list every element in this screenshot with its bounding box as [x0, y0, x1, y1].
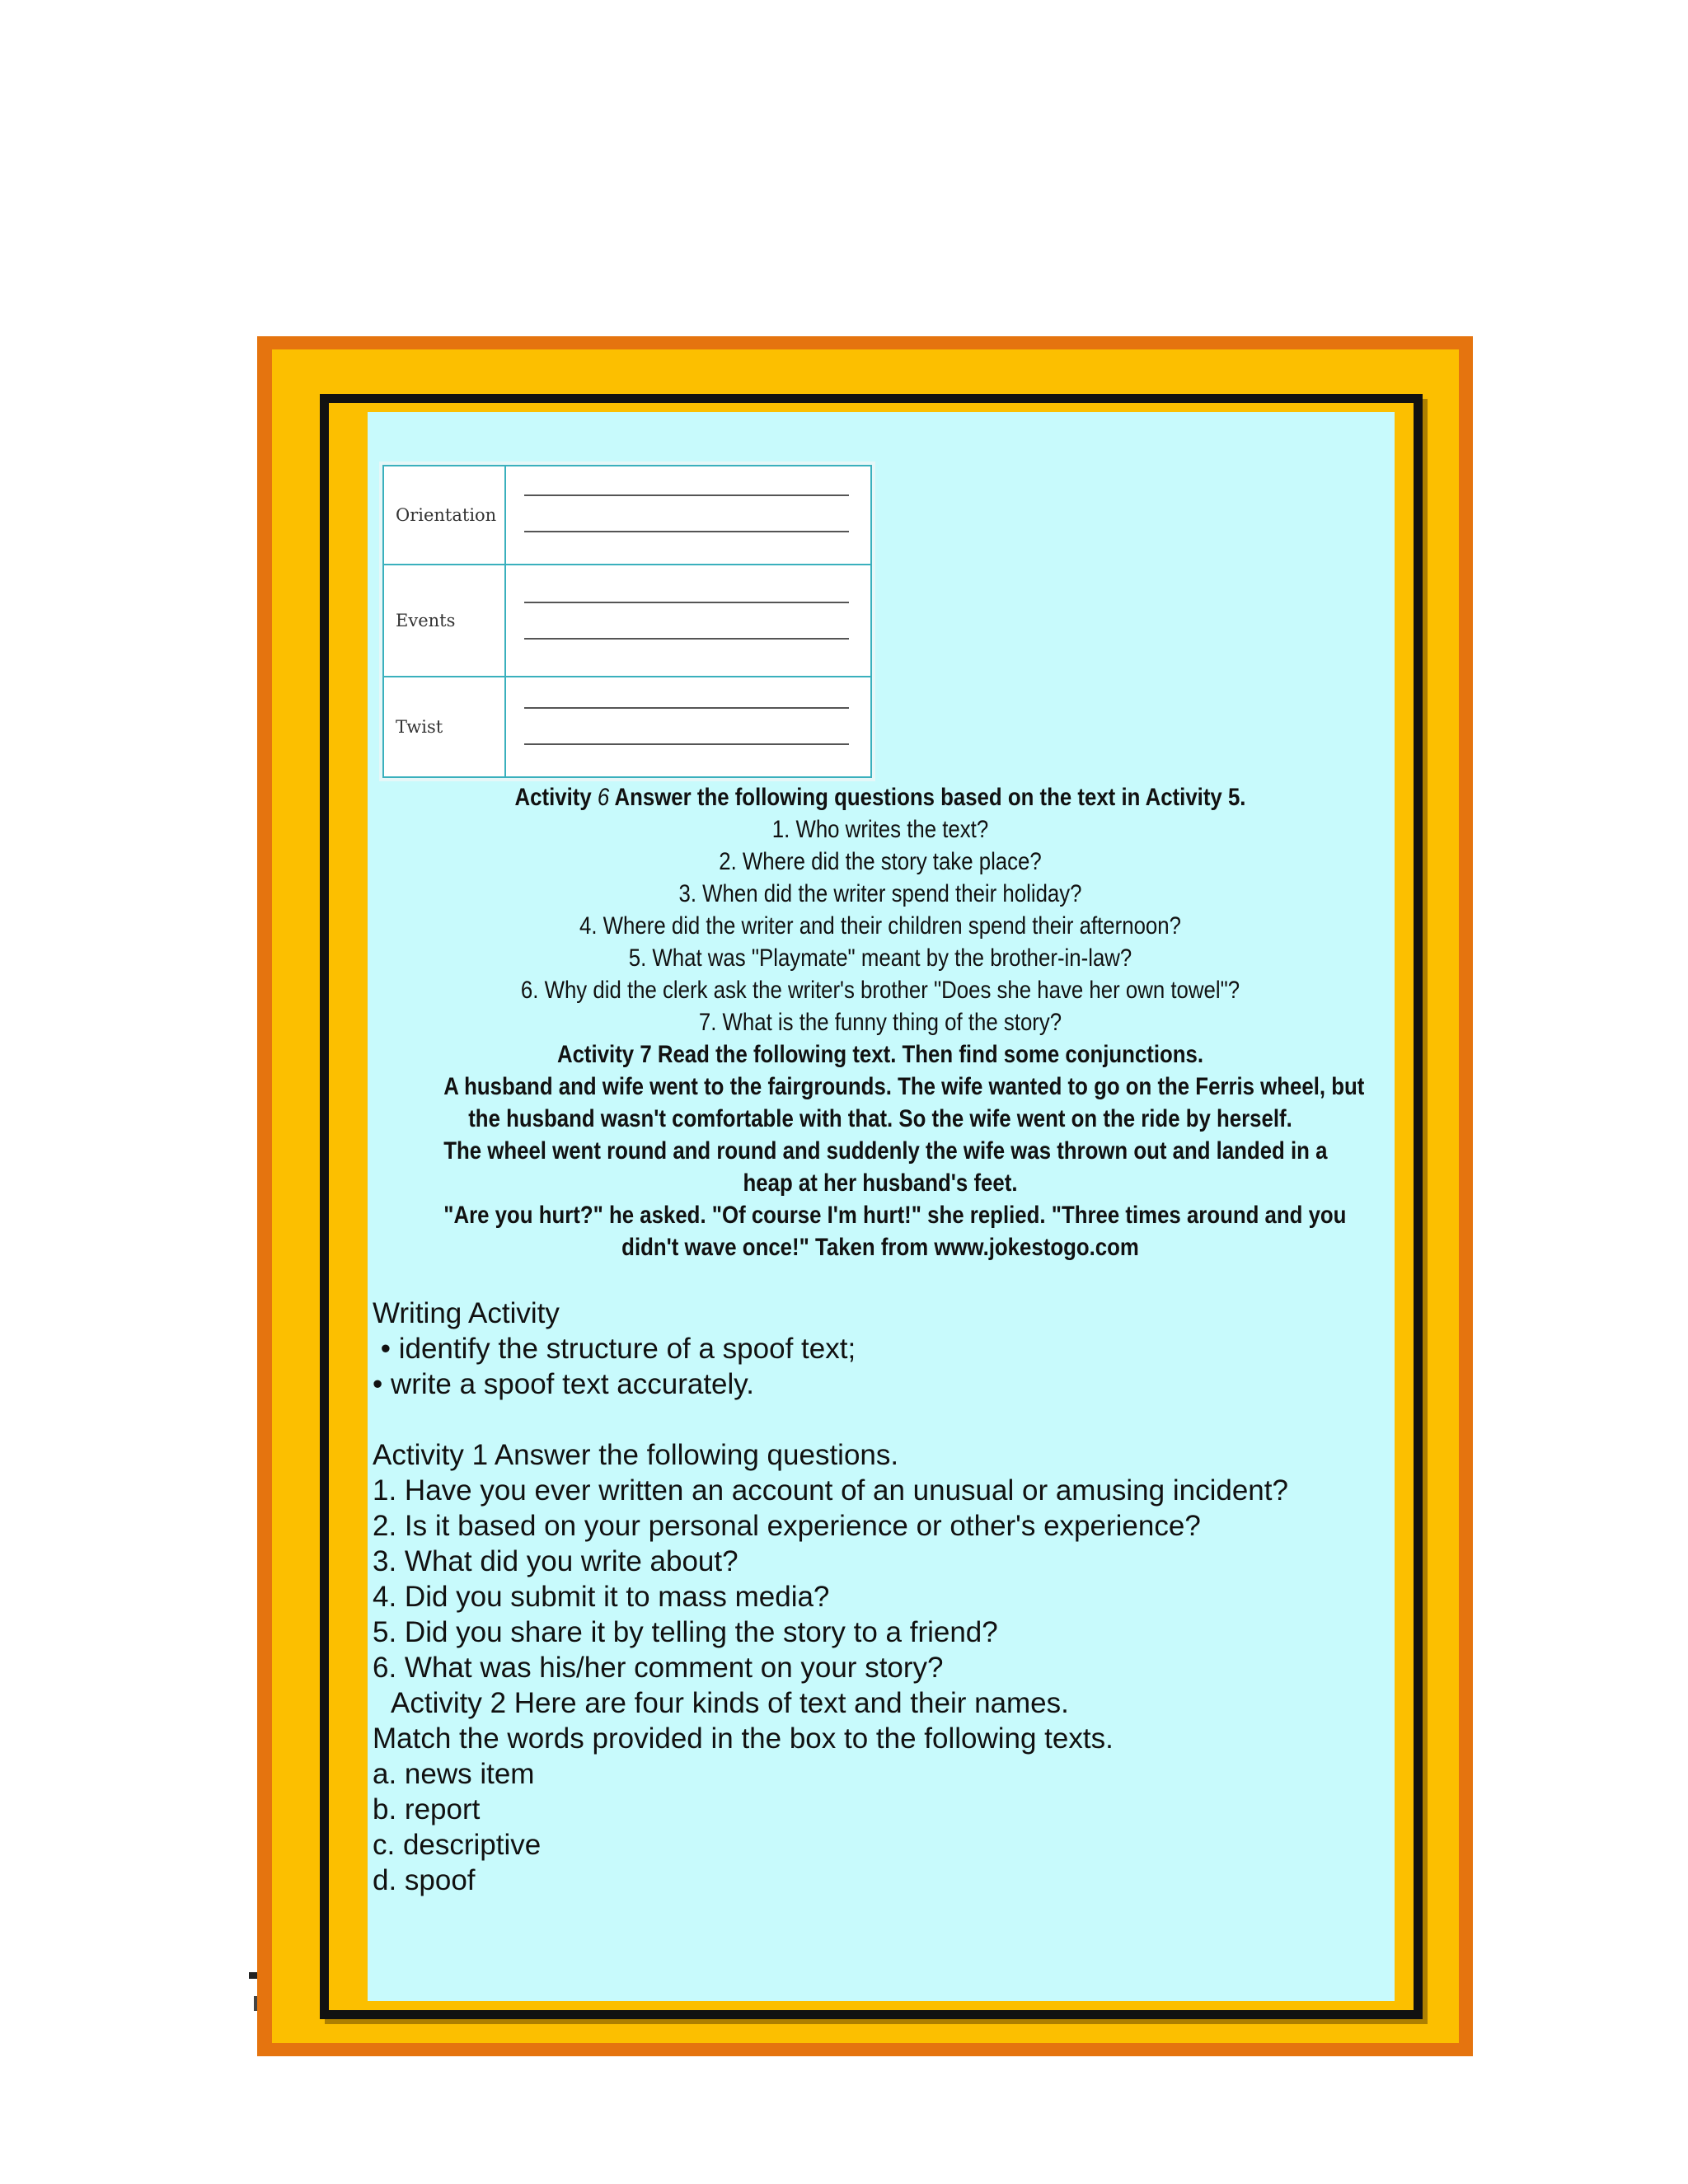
- spoof-structure-table: [382, 465, 872, 778]
- activity-7-heading: Activity 7 Read the following text. Then find some conjunctions.: [556, 1041, 1204, 1068]
- activity-6-question: 7. What is the funny thing of the story?: [698, 1009, 1062, 1036]
- table-row: [384, 677, 870, 776]
- activity-1-question: 1. Have you ever written an account of an unusual or amusing incident?: [373, 1474, 1288, 1507]
- activity-1-question: 4. Did you submit it to mass media?: [373, 1581, 830, 1613]
- activity-6-question: 3. When did the writer spend their holiday?: [678, 880, 1082, 907]
- edge-artifact: [254, 1996, 257, 2011]
- joke-text-line: didn't wave once!" Taken from www.jokestogo.com: [621, 1234, 1139, 1261]
- text-type-option: c. descriptive: [373, 1829, 542, 1861]
- activity-6-question: 4. Where did the writer and their children spend their afternoon?: [579, 912, 1181, 940]
- joke-text-line: "Are you hurt?" he asked. "Of course I'm hurt!" she replied. "Three times around and you: [443, 1202, 1347, 1229]
- answer-line[interactable]: [524, 707, 849, 709]
- joke-text-line: A husband and wife went to the fairgrounds. The wife wanted to go on the Ferris wheel, but: [443, 1073, 1365, 1100]
- writing-activity-title: Writing Activity: [373, 1297, 560, 1329]
- answer-line[interactable]: [524, 531, 849, 532]
- activity-1-question: 3. What did you write about?: [373, 1545, 738, 1577]
- activity-6-prefix: Activity: [514, 784, 592, 811]
- row-label-twist: Twist: [384, 677, 506, 776]
- text-type-option: b. report: [373, 1793, 481, 1825]
- spacer: [373, 1402, 1388, 1437]
- answer-line[interactable]: [524, 638, 849, 640]
- answer-line[interactable]: [524, 494, 849, 496]
- activity-6-7-section: [373, 781, 1388, 1263]
- joke-text-line: The wheel went round and round and suddenly the wife was thrown out and landed in a: [443, 1137, 1328, 1165]
- activity-6-heading: [443, 781, 1317, 813]
- activity-1-question: 2. Is it based on your personal experience or other's experience?: [373, 1510, 1201, 1542]
- edge-artifact: [249, 1972, 257, 1979]
- activity-1-question: 6. What was his/her comment on your story?: [373, 1652, 944, 1684]
- activity-6-heading-text: Answer the following questions based on the text in Activity 5.: [614, 784, 1246, 811]
- row-label-events: Events: [384, 565, 506, 676]
- activity-6-question: 5. What was "Playmate" meant by the brother-in-law?: [628, 944, 1132, 972]
- table-row: [384, 565, 870, 677]
- row-label-orientation: Orientation: [384, 466, 506, 564]
- activity-6-question: 6. Why did the clerk ask the writer's brother "Does she have her own towel"?: [520, 977, 1240, 1004]
- activity-6-question: 1. Who writes the text?: [771, 816, 989, 843]
- activity-2-instruction: Match the words provided in the box to the following texts.: [373, 1722, 1114, 1755]
- joke-text-line: heap at her husband's feet.: [743, 1169, 1018, 1197]
- activity-6-number: 6: [597, 784, 610, 811]
- objective-item: • write a spoof text accurately.: [373, 1368, 754, 1400]
- table-row: [384, 466, 870, 565]
- activity-1-question: 5. Did you share it by telling the story to a friend?: [373, 1616, 998, 1648]
- activity-2-heading: Activity 2 Here are four kinds of text and their names.: [391, 1687, 1069, 1719]
- answer-line[interactable]: [524, 743, 849, 745]
- answer-line[interactable]: [524, 602, 849, 603]
- text-type-option: d. spoof: [373, 1864, 476, 1896]
- text-type-option: a. news item: [373, 1758, 535, 1790]
- objective-item: • identify the structure of a spoof text;: [373, 1333, 856, 1365]
- activity-6-question: 2. Where did the story take place?: [719, 848, 1042, 875]
- joke-text-line: the husband wasn't comfortable with that. So the wife went on the ride by herself.: [468, 1105, 1292, 1132]
- writing-activity-section: [373, 1296, 1388, 1898]
- activity-1-heading: Activity 1 Answer the following questions.: [373, 1439, 899, 1471]
